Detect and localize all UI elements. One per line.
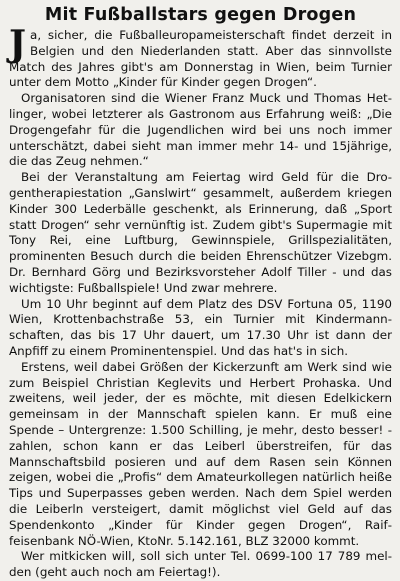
article-paragraph-3: Bei der Veranstaltung am Feiertag wird Geld für die Drogentherapiestation „Ganslwirt“ gesammelt, außerdem kriegen Kinder 300 Lederbälle geschenkt, als Erinnerung, daß „Sport statt Drogen“ sehr vernünftig ist. Zudem gibt's Supermagie mit Tony Rei, eine Luftburg, Gewinnspiele, Grillspezialitäten, prominenten Besuch durch die beiden Ehrenschützer Vizebgm. Dr. Bernhard Görg und Bezirksvorsteher Adolf Tiller - und das wichtigste: Fußballspiele! Und zwar mehrere. [9,170,392,295]
drop-cap: J [9,23,27,65]
article-paragraph-4: Um 10 Uhr beginnt auf dem Platz des DSV Fortuna 05, 1190 Wien, Krottenbachstraße 53, ein Turnier mit Kindermannschaften, das bis 17 Uhr dauert, um 17.30 Uhr ist dann der Anpfiff zu einem Prominentenspiel. Und das hat's in sich. [9,296,392,358]
article-paragraph-2: Organisatoren sind die Wiener Franz Muck und Thomas Hetlinger, wobei letzterer als Gastronom aus Erfahrung weiß: „Die Drogengefahr für die Jugendlichen wird bei uns noch immer unterschätzt, dabei sieht man immer mehr 14- und 15jährige, die das Zeug nehmen.“ [9,91,392,169]
article-paragraph-1 [9,23,392,91]
article-paragraph-6: Wer mitkicken will, soll sich unter Tel. 0699-100 17 789 melden (geht auch noch am Feiertag!). [9,549,392,580]
paragraph-1-text: a, sicher, die Fußballeuropameisterschaft findet derzeit in Belgien und den Niederlanden statt. Aber das sinnvollste Match des Jahres gibt's am Donnerstag in Wien, beim Turnier unter dem Motto „Kinder für Kinder gegen Drogen“. [9,28,392,90]
article-paragraph-5: Erstens, weil dabei Größen der Kickerzunft am Werk sind wie zum Beispiel Christian Keglevits und Herbert Prohaska. Und zweitens, weil jeder, der es möchte, mit diesen Edelkickern gemeinsam in der Mannschaft spielen kann. Er muß eine Spende – Untergrenze: 1.500 Schilling, je mehr, desto besser! - zahlen, schon kann er das Leiberl überstreifen, für das Mannschaftsbild posieren und auf dem Rasen sein Können zeigen, wobei die „Profis“ dem Amateurkollegen natürlich heiße Tips und Superpasses geben werden. Nach dem Spiel werden die Leiberln versteigert, damit möglichst viel Geld auf das Spendenkonto „Kinder für Kinder gegen Drogen“, Raiffeisenbank NÖ-Wien, KtoNr. 5.142.161, BLZ 32000 kommt. [9,359,392,548]
article-body [9,23,392,581]
article-headline: Mit Fußballstars gegen Drogen [44,5,357,25]
